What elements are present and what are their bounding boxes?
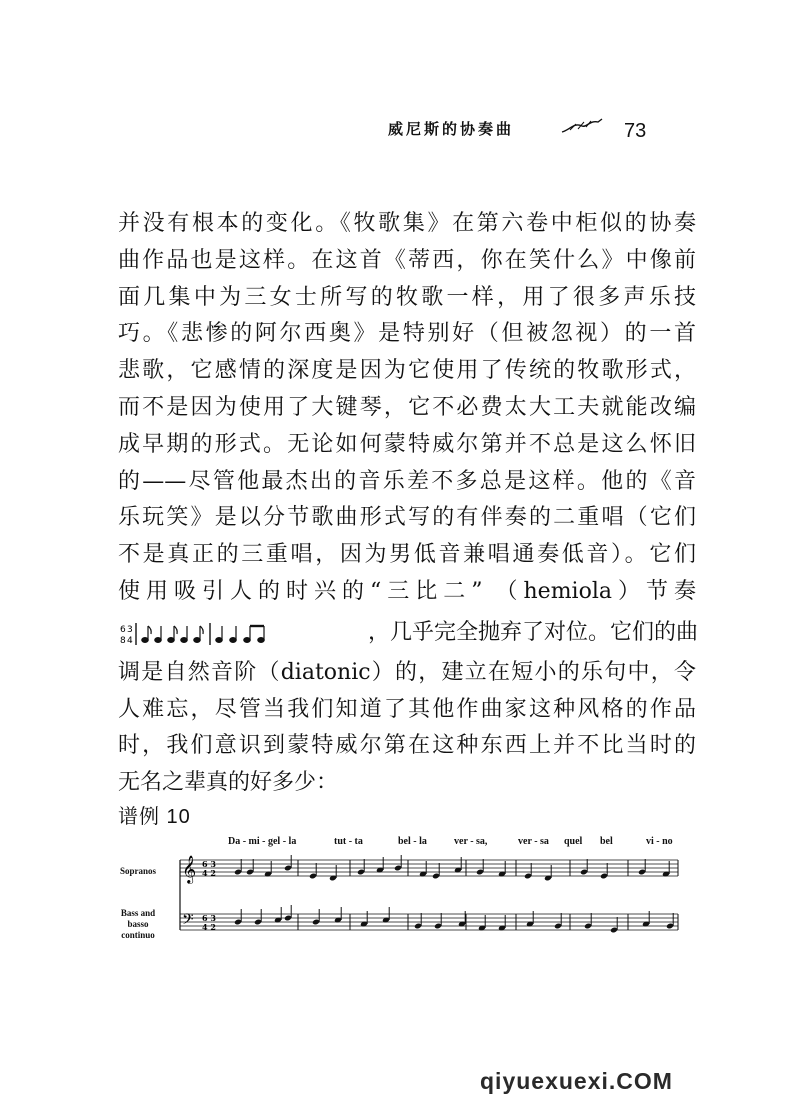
treble-time-signature: 6 3 <box>202 859 216 869</box>
text-line: 乐玩笑》是以分节歌曲形式写的有伴奏的二重唱（它们 <box>118 505 696 531</box>
lyric-syllable: ver - sa <box>518 836 549 847</box>
svg-text:8: 8 <box>120 635 126 646</box>
text-line: 面几集中为三女士所写的牧歌一样，用了很多声乐技 <box>118 284 696 310</box>
treble-clef-icon: 𝄞 <box>182 855 197 883</box>
text-line: 曲作品也是这样。在这首《蒂西，你在笑什么》中像前 <box>118 247 696 273</box>
bass-time-signature: 6 3 <box>202 913 216 923</box>
lyric-syllable: ver - sa, <box>454 836 488 847</box>
lyric-syllable: bel - la <box>398 836 427 847</box>
lyric-syllable: bel <box>600 836 613 847</box>
text-line: 使用吸引人的时兴的“三比二” （hemiola）节奏 <box>118 578 696 604</box>
ornament-flourish-icon <box>560 116 604 136</box>
bass-clef-icon: 𝄢 <box>182 911 194 932</box>
text-line: 调是自然音阶（diatonic）的，建立在短小的乐句中，令 <box>118 659 696 685</box>
page-number: 73 <box>624 120 647 142</box>
text-line-with-rhythm <box>118 611 699 655</box>
text-line: 不是真正的三重唱，因为男低音兼唱通奏低音）。它们 <box>118 542 696 568</box>
text-after-rhythm: ，几乎完全抛弃了对位。它们的曲 <box>368 619 699 645</box>
voice-label-line: basso <box>127 919 149 929</box>
hemiola-rhythm-notation-icon <box>118 619 318 647</box>
svg-text:6: 6 <box>120 624 126 635</box>
lyric-syllable: tut - ta <box>334 836 363 847</box>
voice-label-line: Bass and <box>120 908 156 918</box>
text-line: 巧。《悲惨的阿尔西奥》是特别好（但被忽视）的一首 <box>118 321 696 347</box>
watermark-logo: qiyuexuexi.COM <box>480 1068 673 1094</box>
staff-notation <box>118 830 698 960</box>
text-line: 时，我们意识到蒙特威尔第在这种东西上并不比当时的 <box>118 733 696 759</box>
text-line: 悲歌，它感情的深度是因为它使用了传统的牧歌形式， <box>118 358 696 384</box>
text-line: 人难忘，尽管当我们知道了其他作曲家这种风格的作品 <box>118 696 696 722</box>
music-example-score <box>118 830 698 960</box>
example-label: 谱例 10 <box>118 806 191 828</box>
text-line: 无名之辈真的好多少： <box>118 770 339 796</box>
lyric-syllable: Da - mi - gel - la <box>228 836 297 847</box>
lyric-syllable: quel <box>564 836 583 847</box>
running-title: 威尼斯的协奏曲 <box>388 120 515 138</box>
bass-time-signature: 4 2 <box>202 922 216 932</box>
text-line: 并没有根本的变化。《牧歌集》在第六卷中柜似的协奏 <box>118 211 696 236</box>
voice-label-sopranos: Sopranos <box>119 866 156 876</box>
voice-label-line: continuo <box>121 930 155 940</box>
text-line: 的——尽管他最杰出的音乐差不多总是这样。他的《音 <box>118 468 696 494</box>
svg-text:3: 3 <box>127 624 133 635</box>
body-text <box>118 206 699 802</box>
text-line: 而不是因为使用了大键琴，它不必费太大工夫就能改编 <box>118 394 696 420</box>
svg-text:4: 4 <box>127 635 133 646</box>
treble-time-signature: 4 2 <box>202 868 216 878</box>
text-line: 成早期的形式。无论如何蒙特威尔第并不总是这么怀旧 <box>118 431 696 457</box>
lyric-syllable: vi - no <box>646 836 673 847</box>
